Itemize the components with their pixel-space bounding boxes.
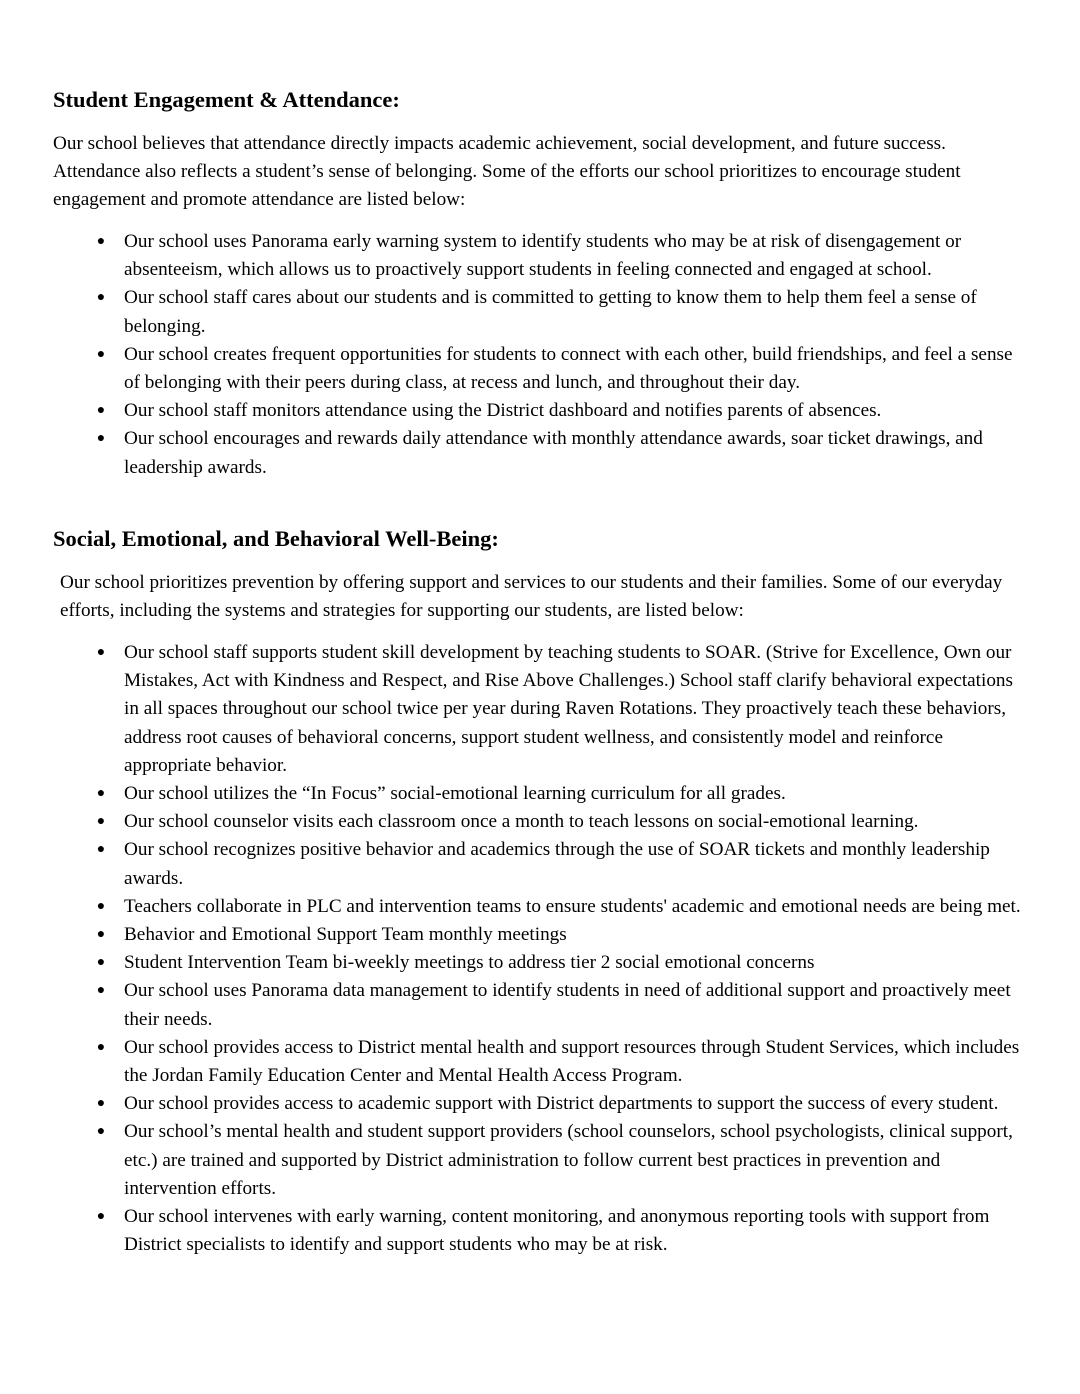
- list-item-text: Our school utilizes the “In Focus” social-emotional learning curriculum for all grades.: [124, 783, 786, 805]
- bullet-dot-icon: [94, 921, 108, 949]
- list-item: [0, 341, 1080, 397]
- list-item-text: Our school staff monitors attendance using the District dashboard and notifies parents of absences.: [124, 400, 882, 422]
- list-item-text: Our school intervenes with early warning, content monitoring, and anonymous reporting tools with support from District specialists to identify and support students who may be at risk.: [124, 1206, 990, 1256]
- bullet-list-social-emotional-behavioral: [0, 639, 1080, 1259]
- bullet-dot-icon: [94, 397, 108, 425]
- list-item: [0, 639, 1080, 780]
- list-item-text: Our school provides access to academic support with District departments to support the success of every student.: [124, 1093, 999, 1115]
- list-item-text: Teachers collaborate in PLC and intervention teams to ensure students' academic and emotional needs are being met.: [124, 895, 1021, 917]
- list-item: [0, 1203, 1080, 1259]
- list-item-text: Our school provides access to District mental health and support resources through Student Services, which includes the Jordan Family Education Center and Mental Health Access Program.: [124, 1036, 1020, 1087]
- bullet-dot-icon: [94, 425, 108, 453]
- list-item: [0, 425, 1080, 481]
- bullet-dot-icon: [94, 341, 108, 369]
- bullet-dot-icon: [94, 1034, 108, 1062]
- bullet-dot-icon: [94, 949, 108, 977]
- list-item: [0, 1090, 1080, 1118]
- bullet-dot-icon: [94, 836, 108, 864]
- list-item: [0, 1034, 1080, 1090]
- bullet-dot-icon: [94, 1118, 108, 1146]
- bullet-dot-icon: [94, 639, 108, 667]
- list-item: [0, 1118, 1080, 1203]
- section-heading-social-emotional-behavioral: Social, Emotional, and Behavioral Well-Being:: [53, 526, 499, 551]
- bullet-dot-icon: [94, 977, 108, 1005]
- bullet-dot-icon: [94, 1090, 108, 1118]
- list-item: [0, 284, 1080, 340]
- bullet-dot-icon: [94, 808, 108, 836]
- section-intro-engagement-attendance: Our school believes that attendance directly impacts academic achievement, social development, and future success. Attendance also reflects a student’s sense of belonging. Some of the efforts our school prioritizes to encourage student engagement and promote attendance are listed below:: [53, 133, 961, 211]
- list-item-text: Behavior and Emotional Support Team monthly meetings: [124, 924, 567, 946]
- list-item: [0, 977, 1080, 1033]
- list-item: [0, 921, 1080, 949]
- section-intro-social-emotional-behavioral: Our school prioritizes prevention by offering support and services to our students and their families. Some of our everyday efforts, including the systems and strategies for supporting our students, are listed below:: [60, 572, 1003, 622]
- list-item: [0, 836, 1080, 892]
- list-item-text: Our school’s mental health and student support providers (school counselors, school psychologists, clinical support, etc.) are trained and supported by District administration to follow current best practices in prevention and intervention efforts.: [124, 1121, 1013, 1199]
- bullet-dot-icon: [94, 1203, 108, 1231]
- bullet-dot-icon: [94, 893, 108, 921]
- list-item: [0, 808, 1080, 836]
- list-item-text: Our school uses Panorama early warning system to identify students who may be at risk of disengagement or absenteeism, which allows us to proactively support students in feeling connected and engaged at school.: [124, 231, 962, 281]
- list-item-text: Our school recognizes positive behavior and academics through the use of SOAR tickets and monthly leadership awards.: [124, 839, 990, 889]
- list-item-text: Our school staff cares about our students and is committed to getting to know them to help them feel a sense of belonging.: [124, 287, 977, 337]
- list-item-text: Our school counselor visits each classroom once a month to teach lessons on social-emotional learning.: [124, 811, 919, 833]
- list-item-text: Our school creates frequent opportunities for students to connect with each other, build friendships, and feel a sense of belonging with their peers during class, at recess and lunch, and throughout their day.: [124, 343, 1013, 394]
- list-item-text: Our school uses Panorama data management to identify students in need of additional support and proactively meet their needs.: [124, 980, 1011, 1030]
- list-item-text: Student Intervention Team bi-weekly meetings to address tier 2 social emotional concerns: [124, 952, 815, 974]
- bullet-dot-icon: [94, 284, 108, 312]
- bullet-dot-icon: [94, 780, 108, 808]
- list-item-text: Our school staff supports student skill development by teaching students to SOAR. (Strive for Excellence, Own our Mistakes, Act with Kindness and Respect, and Rise Above Challenges.) School staff clarify behavioral expectations in all spaces throughout our school twice per year during Raven Rotations. They proactively teach these behaviors, address root causes of behavioral concerns, support student wellness, and consistently model and reinforce appropriate behavior.: [124, 642, 1013, 776]
- bullet-list-engagement-attendance: [0, 228, 1080, 482]
- list-item-text: Our school encourages and rewards daily attendance with monthly attendance awards, soar ticket drawings, and leadership awards.: [124, 428, 983, 478]
- list-item: [0, 780, 1080, 808]
- list-item: [0, 893, 1080, 921]
- list-item: [0, 949, 1080, 977]
- bullet-dot-icon: [94, 228, 108, 256]
- list-item: [0, 228, 1080, 284]
- list-item: [0, 397, 1080, 425]
- section-heading-engagement-attendance: Student Engagement & Attendance:: [53, 87, 400, 112]
